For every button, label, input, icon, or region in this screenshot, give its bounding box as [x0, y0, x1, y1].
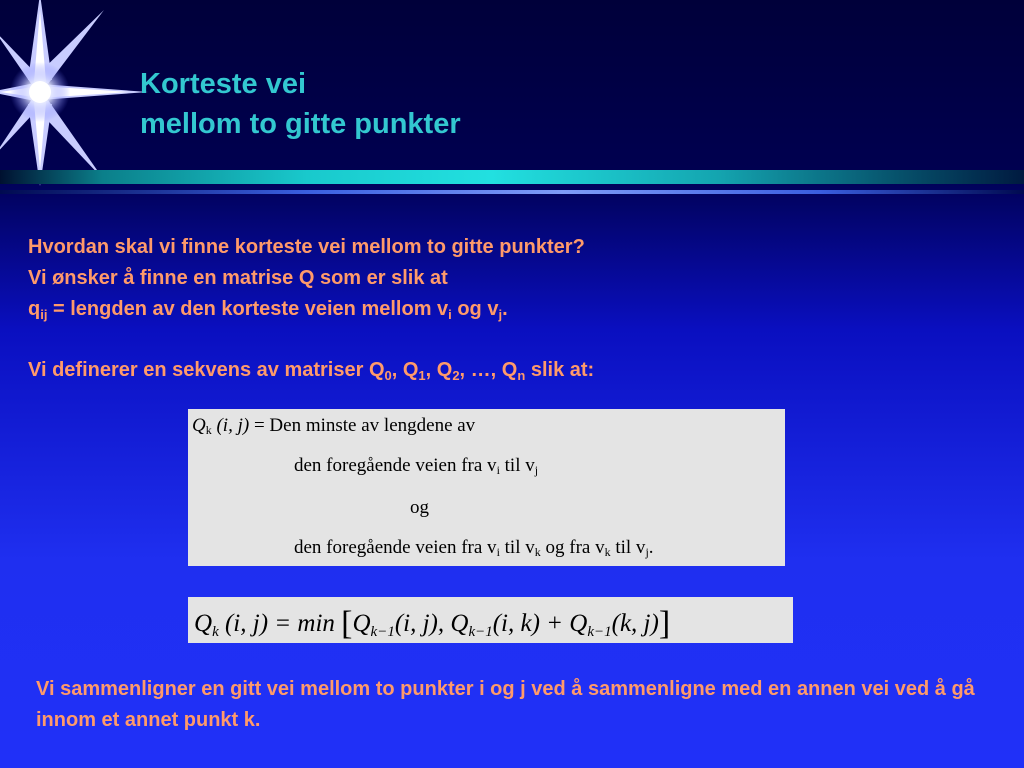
sub-2: 2 — [452, 368, 460, 383]
formula1-row4-j: j — [645, 545, 649, 559]
formula2-Q1: Q — [352, 610, 371, 637]
q-subscript: ij — [40, 307, 48, 322]
formula2-Q2: Q — [450, 610, 469, 637]
formula1-row4-til: til v — [499, 537, 535, 558]
definition-formula-box — [188, 409, 785, 566]
formula1-row4-til2: til v — [610, 537, 646, 558]
sequence-line — [28, 355, 594, 386]
formula2-args1: (i, j), — [394, 610, 451, 637]
definition-line — [28, 294, 594, 325]
formula2-Q: Q — [194, 610, 213, 637]
formula1-row2-til: til v — [499, 455, 535, 476]
formula2-k: k — [212, 624, 219, 640]
formula2-right-bracket: ] — [658, 605, 671, 642]
title-line-2: mellom to gitte punkter — [140, 108, 461, 140]
slide-body — [28, 232, 594, 386]
q-symbol: q — [28, 298, 41, 320]
sub-1: 1 — [418, 368, 426, 383]
formula1-row1 — [192, 415, 475, 438]
recurrence-formula-box — [188, 597, 793, 643]
formula1-row4 — [294, 537, 654, 560]
title-line-1: Korteste vei — [140, 68, 307, 100]
vj-subscript: j — [498, 307, 503, 322]
sequence-text: Vi definerer en sekvens av matriser Q — [28, 359, 385, 381]
formula2-km1-b: k−1 — [468, 624, 493, 640]
formula1-row4-k2: k — [604, 545, 611, 559]
formula1-eq: = Den minste av lengdene av — [249, 415, 476, 436]
definition-end: . — [502, 298, 508, 320]
slide-title — [140, 64, 461, 144]
sub-n: n — [517, 368, 526, 383]
sub-0: 0 — [384, 368, 392, 383]
formula2-km1-c: k−1 — [587, 624, 612, 640]
formula1-row4-end: . — [648, 537, 654, 558]
formula1-row2-text: den foregående veien fra v — [294, 455, 497, 476]
matrix-intro-line: Vi ønsker å finne en matrise Q som er slik at — [28, 267, 448, 289]
comma-q2: , Q — [425, 359, 453, 381]
formula1-row4-og: og fra v — [540, 537, 605, 558]
formula1-row2-i: i — [496, 463, 500, 477]
formula1-args: (i, j) — [211, 415, 250, 436]
formula1-row3: og — [410, 497, 429, 518]
formula1-Q: Q — [192, 415, 206, 436]
divider-bar-teal — [0, 170, 1024, 184]
definition-text: = lengden av den korteste veien mellom v — [47, 298, 449, 320]
formula2-args2: (i, k) + — [492, 610, 570, 637]
formula2-lhs: (i, j) = min — [218, 610, 342, 637]
formula2-km1-a: k−1 — [370, 624, 395, 640]
sequence-end: slik at: — [525, 359, 595, 381]
divider-bar-blue — [0, 190, 1024, 194]
og-text: og v — [451, 298, 499, 320]
formula1-row4-k: k — [534, 545, 541, 559]
formula1-row4-text: den foregående veien fra v — [294, 537, 497, 558]
comparison-note: Vi sammenligner en gitt vei mellom to punkter i og j ved å sammenligne med en annen vei ved å gå innom et annet punkt k. — [36, 678, 975, 731]
formula2-line — [194, 605, 670, 643]
formula2-Q3: Q — [569, 610, 588, 637]
formula2-left-bracket: [ — [341, 605, 353, 642]
formula1-k: k — [205, 423, 212, 437]
comma-qn: , …, Q — [459, 359, 518, 381]
formula1-row4-i: i — [496, 545, 500, 559]
star-burst-icon — [0, 0, 150, 190]
formula1-row2-j: j — [534, 463, 539, 477]
formula1-row2 — [294, 455, 538, 478]
question-line: Hvordan skal vi finne korteste vei mellom to gitte punkter? — [28, 236, 585, 258]
formula2-args3: (k, j) — [611, 610, 659, 637]
comma-q1: , Q — [391, 359, 419, 381]
vi-subscript: i — [448, 307, 452, 322]
